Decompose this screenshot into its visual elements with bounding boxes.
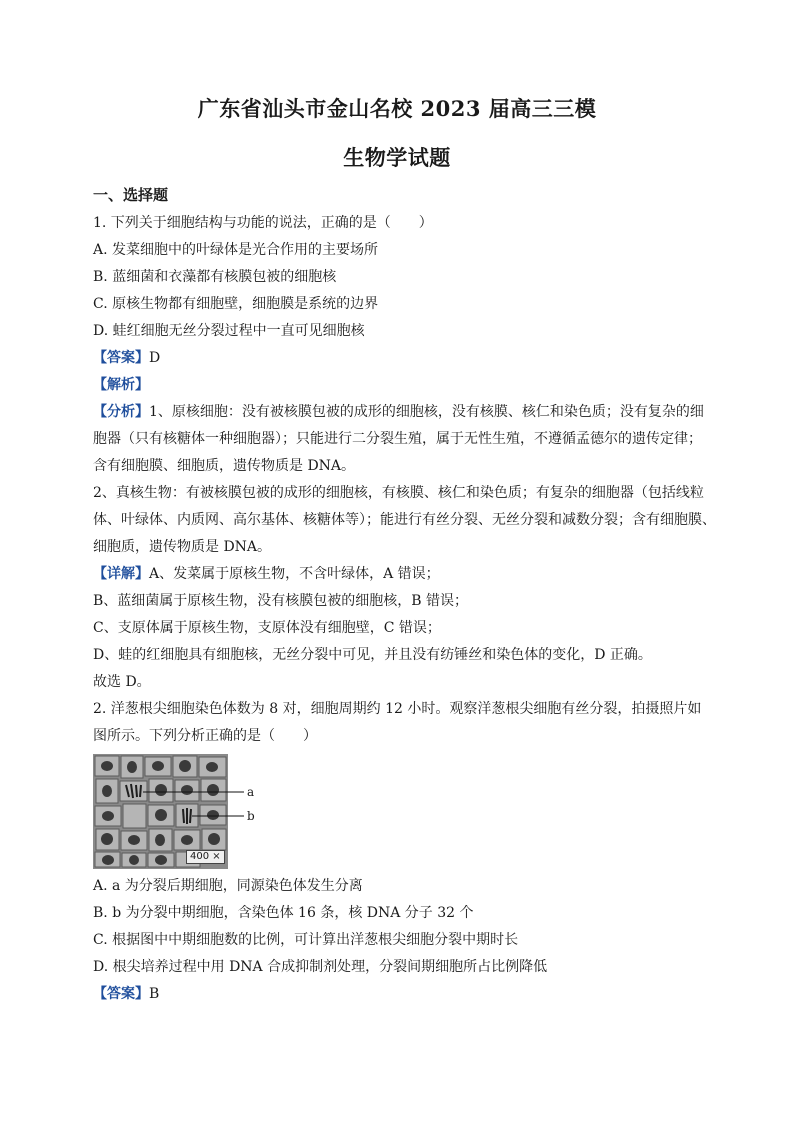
q1-fenxi-line: 含有细胞膜、细胞质，遗传物质是 DNA。 [93,458,356,474]
q1-xiangjie-line: B、蓝细菌属于原核生物，没有核膜包被的细胞核，B 错误； [93,593,469,609]
q1-xiangjie-line [93,561,703,588]
section-heading: 一、选择题 [93,186,169,204]
answer-tag: 【答案】 [93,986,149,1002]
xiangjie-text: A、发菜属于原核生物，不含叶绿体，A 错误； [149,566,440,582]
answer-tag: 【答案】 [93,350,149,366]
q1-fenxi-line [93,399,703,426]
figure-label-b: b [247,809,255,823]
answer-value: D [149,350,161,366]
fenxi-tag: 【分析】 [93,404,149,420]
q1-analysis-tag [93,372,703,399]
q2-answer [93,981,703,1008]
exam-title: 广东省汕头市金山名校 2023 届高三三模 [197,96,597,121]
q1-option-a: A. 发菜细胞中的叶绿体是光合作用的主要场所 [93,242,379,258]
q1-fenxi-line: 胞器（只有核糖体一种细胞器）；只能进行二分裂生殖，属于无性生殖，不遵循孟德尔的遗传定律； [93,431,702,447]
q2-option-c: C. 根据图中中期细胞数的比例，可计算出洋葱根尖细胞分裂中期时长 [93,932,519,948]
q2-stem: 2. 洋葱根尖细胞染色体数为 8 对，细胞周期约 12 小时。观察洋葱根尖细胞有丝分裂，拍摄照片如 [93,701,702,717]
q1-fenxi-line: 体、叶绿体、内质网、高尔基体、核糖体等）；能进行有丝分裂、无丝分裂和减数分裂；含有细胞膜、 [93,512,716,528]
q1-xiangjie-line: D、蛙的红细胞具有细胞核，无丝分裂中可见，并且没有纺锤丝和染色体的变化，D 正确。 [93,647,652,663]
q1-option-b: B. 蓝细菌和衣藻都有核膜包被的细胞核 [93,269,337,285]
answer-value: B [149,986,160,1002]
q2-option-b: B. b 为分裂中期细胞，含染色体 16 条，核 DNA 分子 32 个 [93,905,474,921]
micrograph-figure [93,754,268,869]
q1-xiangjie-line: C、支原体属于原核生物，支原体没有细胞壁，C 错误； [93,620,441,636]
q2-stem: 图所示。下列分析正确的是（ ） [93,728,317,744]
q2-option-a: A. a 为分裂后期细胞，同源染色体发生分离 [93,878,363,894]
q2-option-d: D. 根尖培养过程中用 DNA 合成抑制剂处理，分裂间期细胞所占比例降低 [93,959,548,975]
fenxi-text: 1、原核细胞：没有被核膜包被的成形的细胞核，没有核膜、核仁和染色质；没有复杂的细 [149,404,704,420]
q1-answer [93,345,703,372]
q1-stem: 1. 下列关于细胞结构与功能的说法，正确的是（ ） [93,215,433,231]
q1-option-c: C. 原核生物都有细胞壁，细胞膜是系统的边界 [93,296,379,312]
q1-conclusion: 故选 D。 [93,674,151,690]
figure-label-a: a [247,785,255,799]
question-content [93,210,716,1008]
q1-fenxi-line: 2、真核生物：有被核膜包被的成形的细胞核，有核膜、核仁和染色质；有复杂的细胞器（包括线粒 [93,485,704,501]
exam-subtitle: 生物学试题 [343,145,451,170]
xiangjie-tag: 【详解】 [93,566,149,582]
q1-fenxi-line: 细胞质，遗传物质是 DNA。 [93,539,272,555]
q1-option-d: D. 蛙红细胞无丝分裂过程中一直可见细胞核 [93,323,365,339]
magnification-label: 400 × [186,850,225,864]
analysis-tag: 【解析】 [93,377,149,393]
